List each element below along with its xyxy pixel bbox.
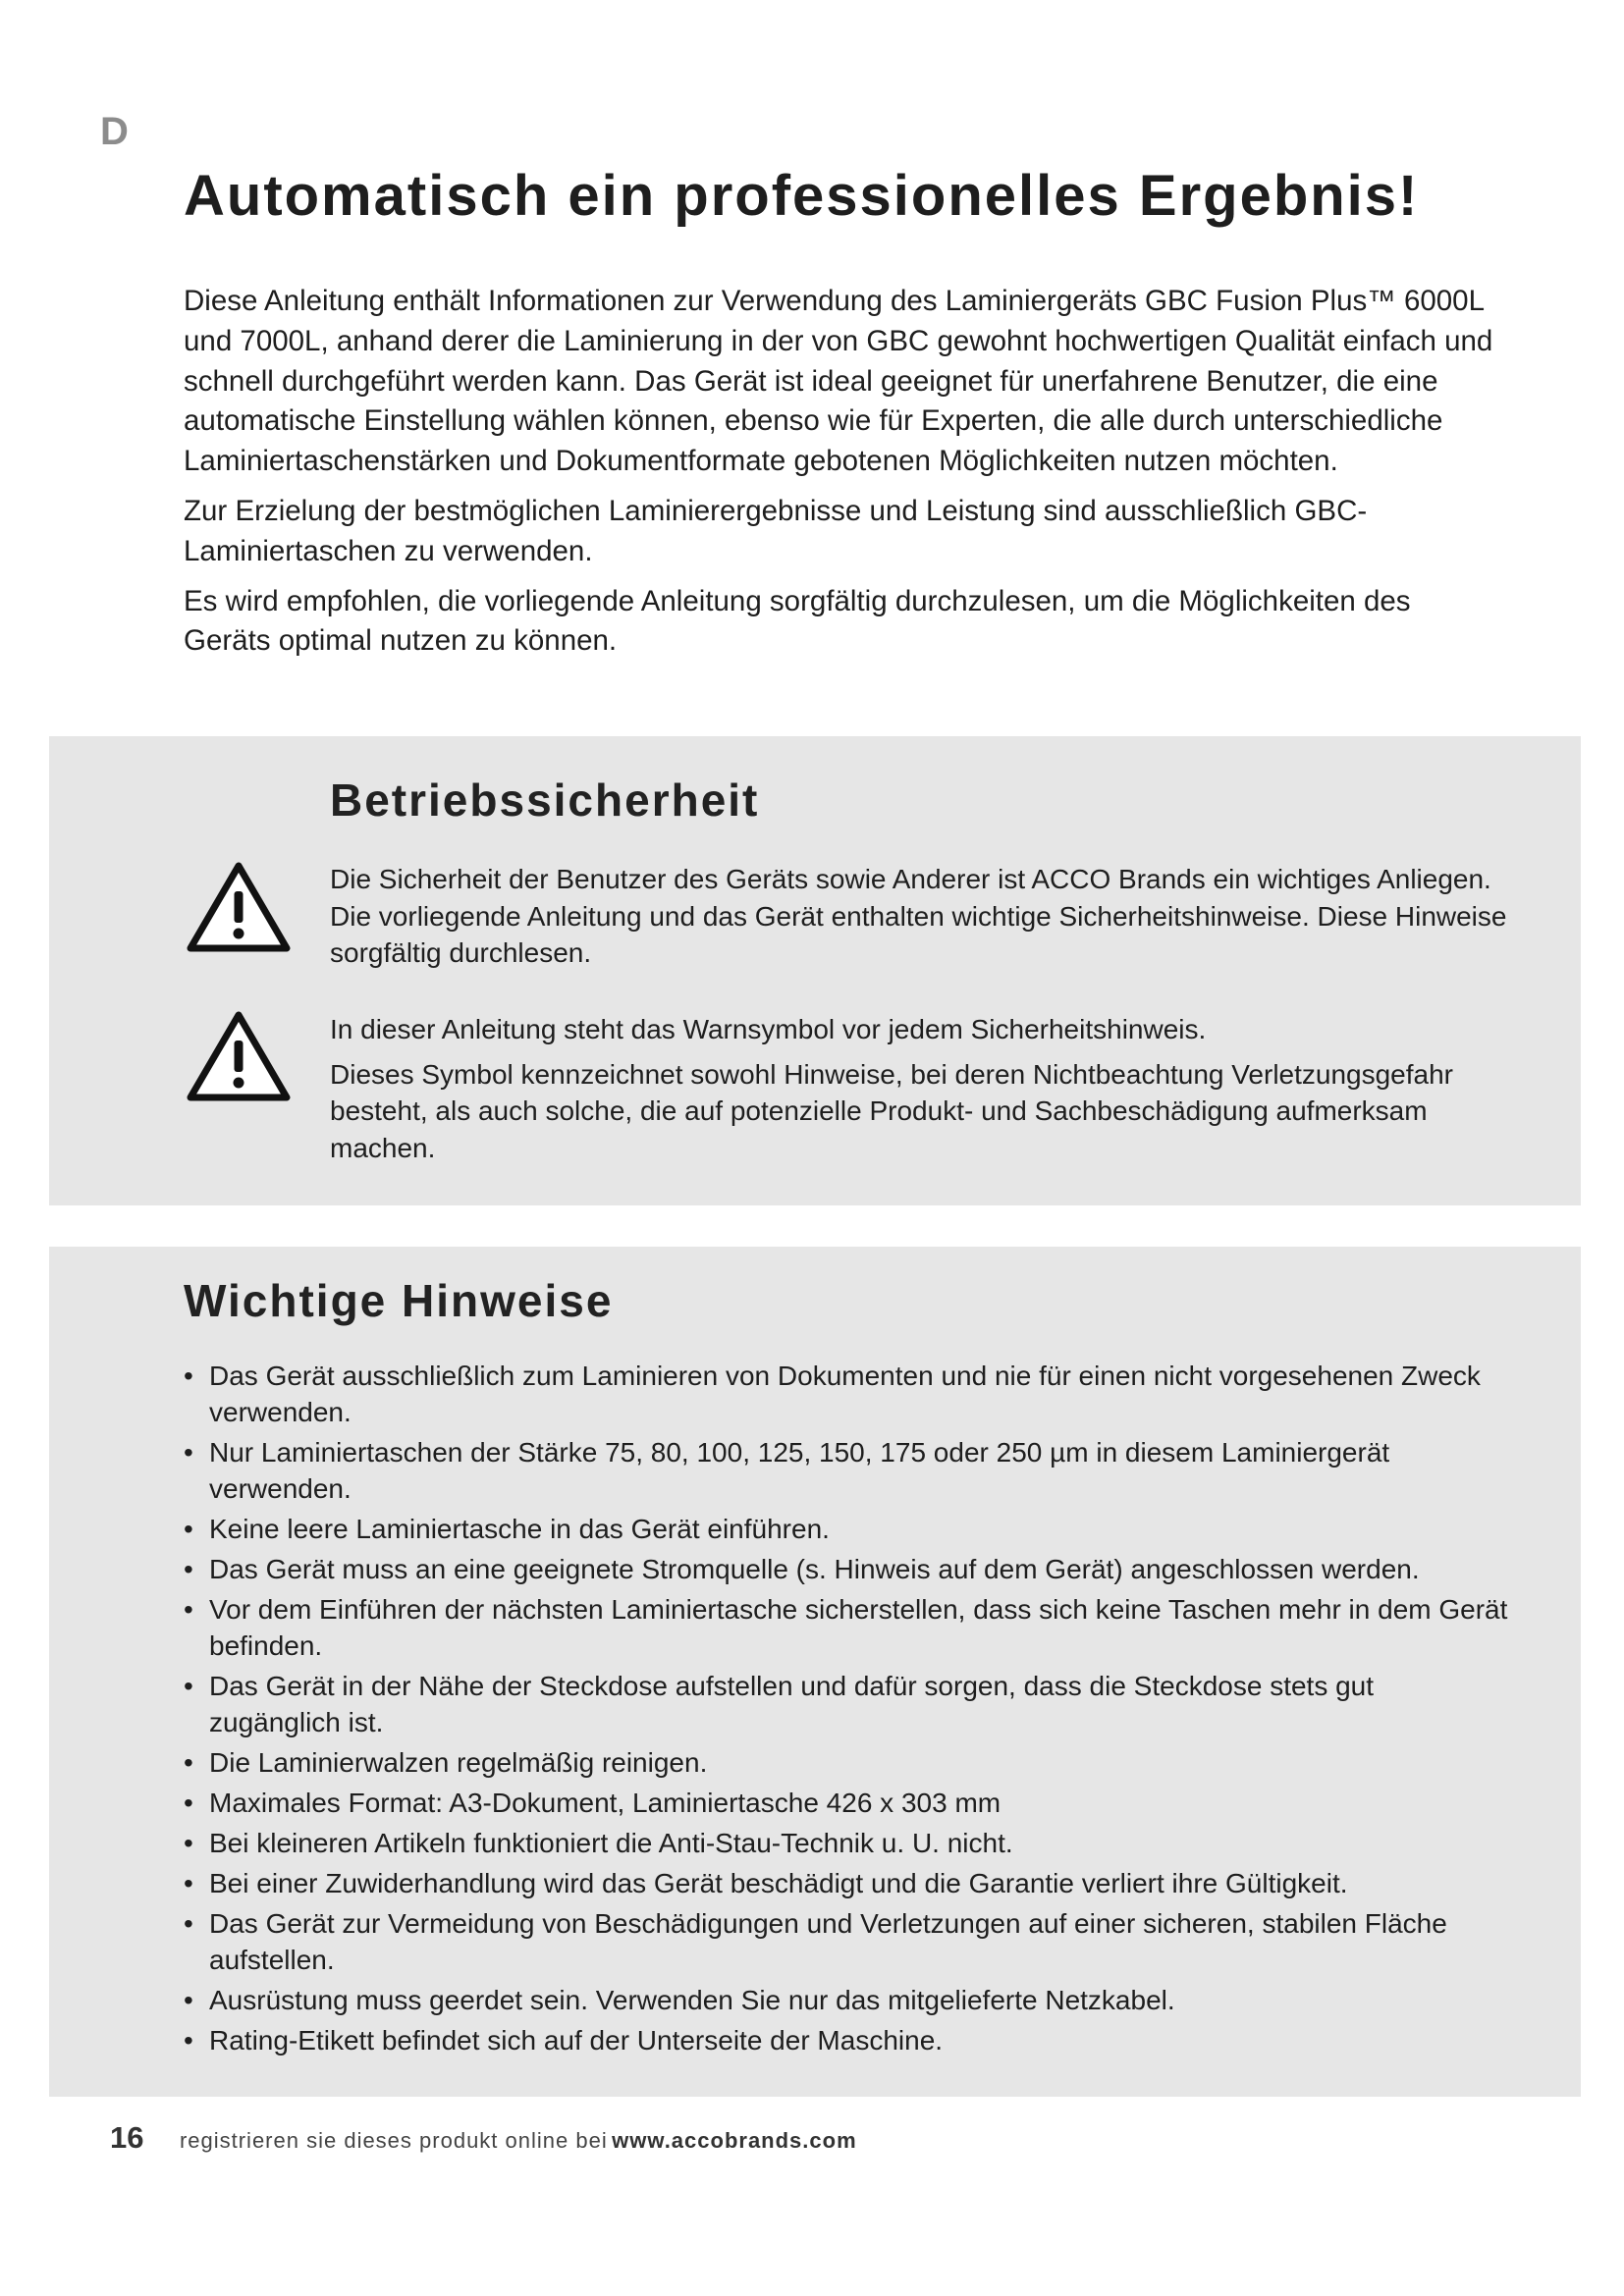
intro-paragraph: Es wird empfohlen, die vorliegende Anleitung sorgfältig durchzulesen, um die Möglichkeiten des Geräts optimal nutzen zu können. [184, 584, 1411, 658]
safety-text-block [330, 1011, 1538, 1166]
page-title: Automatisch ein professionelles Ergebnis! [184, 164, 1420, 228]
list-item: • Nur Laminiertaschen der Stärke 75, 80, 100, 125, 150, 175 oder 250 µm in diesem Laminiergerät verwenden. [184, 1434, 1509, 1507]
language-marker: D [100, 110, 129, 153]
safety-paragraph: In dieser Anleitung steht das Warnsymbol vor jedem Sicherheitshinweis. [330, 1014, 1207, 1044]
safety-text-block [330, 861, 1538, 972]
list-item: • Das Gerät muss an eine geeignete Stromquelle (s. Hinweis auf dem Gerät) angeschlossen werden. [184, 1551, 1509, 1587]
footer-url-link[interactable]: www.accobrands.com [612, 2128, 857, 2153]
safety-paragraph: Dieses Symbol kennzeichnet sowohl Hinweise, bei deren Nichtbeachtung Verletzungsgefahr besteht, als auch solche, die auf potenzielle Produkt- und Sachbeschädigung aufmerksam machen. [330, 1058, 1453, 1163]
list-item: • Bei kleineren Artikeln funktioniert die Anti-Stau-Technik u. U. nicht. [184, 1825, 1509, 1861]
intro-section [184, 282, 1499, 671]
safety-paragraph: Die Sicherheit der Benutzer des Geräts sowie Anderer ist ACCO Brands ein wichtiges Anliegen. Die vorliegende Anleitung und das Gerät enthalten wichtige Sicherheitshinweise. Diese Hinweise sorgfältig durchlesen. [330, 864, 1507, 968]
footer-text: registrieren sie dieses produkt online bei [179, 2128, 608, 2153]
notes-panel [49, 1247, 1581, 2097]
safety-title: Betriebssicherheit [330, 774, 760, 826]
list-item: • Keine leere Laminiertasche in das Gerät einführen. [184, 1511, 1509, 1547]
safety-panel [49, 736, 1581, 1205]
page-number: 16 [110, 2120, 144, 2155]
list-item: • Rating-Etikett befindet sich auf der Unterseite der Maschine. [184, 2022, 1509, 2058]
notes-list [184, 1358, 1509, 2062]
warning-triangle-icon [187, 1011, 291, 1101]
list-item: • Maximales Format: A3-Dokument, Laminiertasche 426 x 303 mm [184, 1785, 1509, 1821]
list-item: • Das Gerät ausschließlich zum Laminieren von Dokumenten und nie für einen nicht vorgesehenen Zweck verwenden. [184, 1358, 1509, 1430]
page-footer [110, 2122, 857, 2153]
list-item: • Die Laminierwalzen regelmäßig reinigen. [184, 1744, 1509, 1781]
intro-paragraph: Diese Anleitung enthält Informationen zur Verwendung des Laminiergeräts GBC Fusion Plus™ 6000L und 7000L, anhand derer die Laminierung in der von GBC gewohnt hochwertigen Qualität einfach und schnell durchgeführt werden kann. Das Gerät ist ideal geeignet für unerfahrene Benutzer, die eine automatische Einstellung wählen können, ebenso wie für Experten, die alle durch unterschiedliche Laminiertaschenstärken und Dokumentformate gebotenen Möglichkeiten nutzen möchten. [184, 285, 1493, 478]
warning-triangle-icon [187, 862, 291, 952]
list-item: • Vor dem Einführen der nächsten Laminiertasche sicherstellen, dass sich keine Taschen mehr in dem Gerät befinden. [184, 1591, 1509, 1664]
notes-title: Wichtige Hinweise [184, 1275, 614, 1326]
list-item: • Ausrüstung muss geerdet sein. Verwenden Sie nur das mitgelieferte Netzkabel. [184, 1982, 1509, 2018]
list-item: • Bei einer Zuwiderhandlung wird das Gerät beschädigt und die Garantie verliert ihre Gültigkeit. [184, 1865, 1509, 1901]
list-item: • Das Gerät in der Nähe der Steckdose aufstellen und dafür sorgen, dass die Steckdose stets gut zugänglich ist. [184, 1668, 1509, 1740]
intro-paragraph: Zur Erzielung der bestmöglichen Laminierergebnisse und Leistung sind ausschließlich GBC-Laminiertaschen zu verwenden. [184, 494, 1368, 567]
list-item: • Das Gerät zur Vermeidung von Beschädigungen und Verletzungen auf einer sicheren, stabilen Fläche aufstellen. [184, 1905, 1509, 1978]
